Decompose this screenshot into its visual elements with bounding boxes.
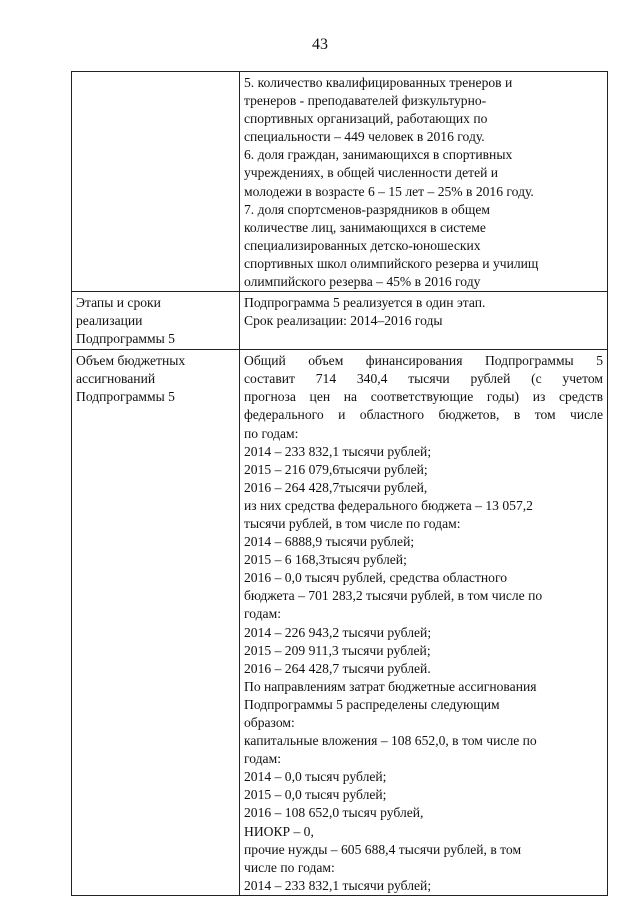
row-content-cell bbox=[240, 72, 608, 292]
text-line: Общий объем финансирования Подпрограммы 5 bbox=[244, 353, 603, 369]
row-content-cell bbox=[240, 350, 608, 896]
text-line: числе по годам: bbox=[244, 859, 335, 875]
text-line: тысячи рублей, в том числе по годам: bbox=[244, 515, 461, 531]
text-line: годам: bbox=[244, 751, 281, 767]
row-label-line: Этапы и сроки bbox=[76, 295, 161, 311]
text-line: 5. количество квалифицированных тренеров и bbox=[244, 75, 513, 90]
text-line: 2016 – 108 652,0 тысяч рублей, bbox=[244, 805, 424, 821]
row-label-cell bbox=[72, 292, 240, 350]
text-line: молодежи в возрасте 6 – 15 лет – 25% в 2016 году. bbox=[244, 183, 534, 199]
text-line: прочие нужды – 605 688,4 тысячи рублей, в том bbox=[244, 841, 522, 857]
text-line: 6. доля граждан, занимающихся в спортивных bbox=[244, 147, 513, 163]
text-line: 2014 – 226 943,2 тысячи рублей; bbox=[244, 624, 432, 640]
text-line: По направлениям затрат бюджетные ассигнования bbox=[244, 678, 537, 694]
text-line: 2015 – 0,0 тысяч рублей; bbox=[244, 787, 387, 803]
text-line: Срок реализации: 2014–2016 годы bbox=[244, 313, 443, 329]
text-line: специализированных детско-юношеских bbox=[244, 237, 481, 253]
text-line: Подпрограммы 5 распределены следующим bbox=[244, 696, 500, 712]
text-line: 2014 – 0,0 тысяч рублей; bbox=[244, 769, 387, 785]
text-line: годам: bbox=[244, 606, 281, 622]
text-line: 2016 – 0,0 тысяч рублей, средства областного bbox=[244, 570, 507, 586]
text-line: 7. доля спортсменов-разрядников в общем bbox=[244, 201, 490, 217]
row-label-line: Объем бюджетных bbox=[76, 353, 186, 369]
text-line: 2014 – 233 832,1 тысячи рублей; bbox=[244, 877, 432, 893]
row-label-cell bbox=[72, 72, 240, 292]
text-line: 2014 – 233 832,1 тысячи рублей; bbox=[244, 443, 432, 459]
text-line: прогноза цен на соответствующие годы) из средств bbox=[244, 389, 603, 405]
subprogram-passport-table bbox=[71, 71, 608, 896]
table-row-stages bbox=[72, 292, 608, 350]
row-label-line: Подпрограммы 5 bbox=[76, 389, 175, 405]
text-line: составит 714 340,4 тысячи рублей (с учетом bbox=[244, 371, 603, 387]
text-line: образом: bbox=[244, 715, 295, 730]
text-line: олимпийского резерва – 45% в 2016 году bbox=[244, 274, 481, 290]
row-content-cell bbox=[240, 292, 608, 350]
text-line: учреждениях, в общей численности детей и bbox=[244, 165, 499, 181]
row-label-line: Подпрограммы 5 bbox=[76, 331, 175, 347]
row-label-cell bbox=[72, 350, 240, 896]
text-line: 2015 – 209 911,3 тысячи рублей; bbox=[244, 642, 431, 658]
text-line: НИОКР – 0, bbox=[244, 823, 314, 839]
text-line: 2015 – 6 168,3тысяч рублей; bbox=[244, 552, 407, 568]
text-line: спортивных школ олимпийского резерва и училищ bbox=[244, 255, 539, 271]
text-line: 2016 – 264 428,7тысячи рублей, bbox=[244, 479, 428, 495]
row-label-line: ассигнований bbox=[76, 371, 156, 387]
row-label-line: реализации bbox=[76, 313, 143, 329]
page-number: 43 bbox=[312, 36, 328, 53]
text-line: 2016 – 264 428,7 тысячи рублей. bbox=[244, 660, 431, 676]
text-line: капитальные вложения – 108 652,0, в том числе по bbox=[244, 733, 537, 749]
text-line: Подпрограмма 5 реализуется в один этап. bbox=[244, 295, 486, 311]
text-line: федерального и областного бюджетов, в том числе bbox=[244, 407, 603, 423]
text-line: из них средства федерального бюджета – 13 057,2 bbox=[244, 497, 533, 513]
text-line: количестве лиц, занимающихся в системе bbox=[244, 219, 486, 235]
text-line: 2014 – 6888,9 тысячи рублей; bbox=[244, 534, 415, 550]
text-line: по годам: bbox=[244, 425, 299, 441]
text-line: спортивных организаций, работающих по bbox=[244, 111, 488, 127]
table-row-indicators bbox=[72, 72, 608, 292]
table-row-budget bbox=[72, 350, 608, 896]
text-line: бюджета – 701 283,2 тысячи рублей, в том числе по bbox=[244, 588, 543, 604]
text-line: тренеров - преподавателей физкультурно- bbox=[244, 93, 487, 109]
text-line: специальности – 449 человек в 2016 году. bbox=[244, 129, 485, 145]
text-line: 2015 – 216 079,6тысячи рублей; bbox=[244, 461, 428, 477]
